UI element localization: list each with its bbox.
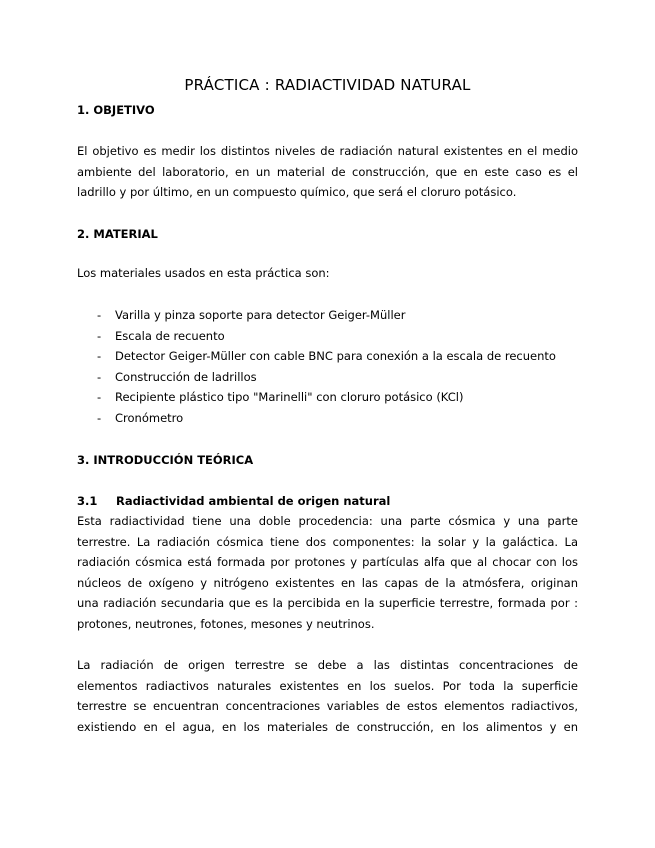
- paragraph-line: terrestre se encuentran concentraciones variables de estos elementos radiactivos,: [77, 699, 578, 714]
- list-item-text: Construcción de ladrillos: [115, 369, 257, 384]
- paragraph-line: elementos radiactivos naturales existentes en los suelos. Por toda la superficie: [77, 678, 578, 693]
- dash-bullet: -: [97, 410, 102, 425]
- heading-introduccion: 3. INTRODUCCIÓN TEÓRICA: [77, 453, 254, 467]
- paragraph-line: radiación cósmica está formada por protones y partículas alfa que al chocar con los: [77, 555, 578, 570]
- list-item: [77, 346, 578, 367]
- document-title: PRÁCTICA : RADIACTIVIDAD NATURAL: [184, 76, 471, 94]
- list-item: [77, 305, 578, 326]
- paragraph-line: una radiación secundaria que es la percibida en la superficie terrestre, formada por :: [77, 596, 578, 611]
- material-intro: [77, 263, 578, 284]
- paragraph-line: terrestre. La radiación cósmica tiene dos componentes: la solar y la galáctica. La: [77, 534, 578, 549]
- list-item: [77, 408, 578, 429]
- list-item: [77, 367, 578, 388]
- objetivo-paragraph: [77, 141, 578, 203]
- heading-material: 2. MATERIAL: [77, 227, 158, 241]
- introduccion-paragraph-1: [77, 511, 578, 635]
- list-item: [77, 387, 578, 408]
- list-item-text: Detector Geiger-Müller con cable BNC para conexión a la escala de recuento: [115, 349, 556, 364]
- list-item-text: Varilla y pinza soporte para detector Geiger-Müller: [115, 308, 406, 322]
- paragraph-line: protones, neutrones, fotones, mesones y neutrinos.: [77, 616, 375, 631]
- paragraph-line: núcleos de oxígeno y nitrógeno existentes en las capas de la atmósfera, originan: [77, 575, 578, 590]
- paragraph-line: La radiación de origen terrestre se debe a las distintas concentraciones de: [77, 658, 578, 672]
- dash-bullet: -: [97, 369, 102, 384]
- paragraph-line: Los materiales usados en esta práctica son:: [77, 266, 330, 280]
- heading-objetivo: 1. OBJETIVO: [77, 103, 155, 117]
- paragraph-line: existiendo en el agua, en los materiales de construcción, en los alimentos y en: [77, 719, 578, 734]
- material-list: [77, 305, 578, 429]
- list-item-text: Cronómetro: [115, 410, 184, 425]
- list-item: [77, 326, 578, 347]
- paragraph-line: ambiente del laboratorio, en un material de construcción, que en este caso es el: [77, 164, 578, 179]
- dash-bullet: -: [97, 308, 102, 322]
- subsection-number: 3.1: [77, 494, 98, 508]
- introduccion-paragraph-2: [77, 655, 578, 737]
- list-item-text: Recipiente plástico tipo "Marinelli" con cloruro potásico (KCl): [115, 390, 464, 405]
- dash-bullet: -: [97, 349, 102, 364]
- dash-bullet: -: [97, 328, 102, 343]
- subsection-title: Radiactividad ambiental de origen natural: [116, 494, 391, 508]
- paragraph-line: ladrillo y por último, en un compuesto químico, que será el cloruro potásico.: [77, 185, 517, 200]
- paragraph-line: El objetivo es medir los distintos niveles de radiación natural existentes en el medio: [77, 144, 578, 158]
- list-item-text: Escala de recuento: [115, 328, 225, 343]
- paragraph-line: Esta radiactividad tiene una doble procedencia: una parte cósmica y una parte: [77, 514, 578, 528]
- dash-bullet: -: [97, 390, 102, 405]
